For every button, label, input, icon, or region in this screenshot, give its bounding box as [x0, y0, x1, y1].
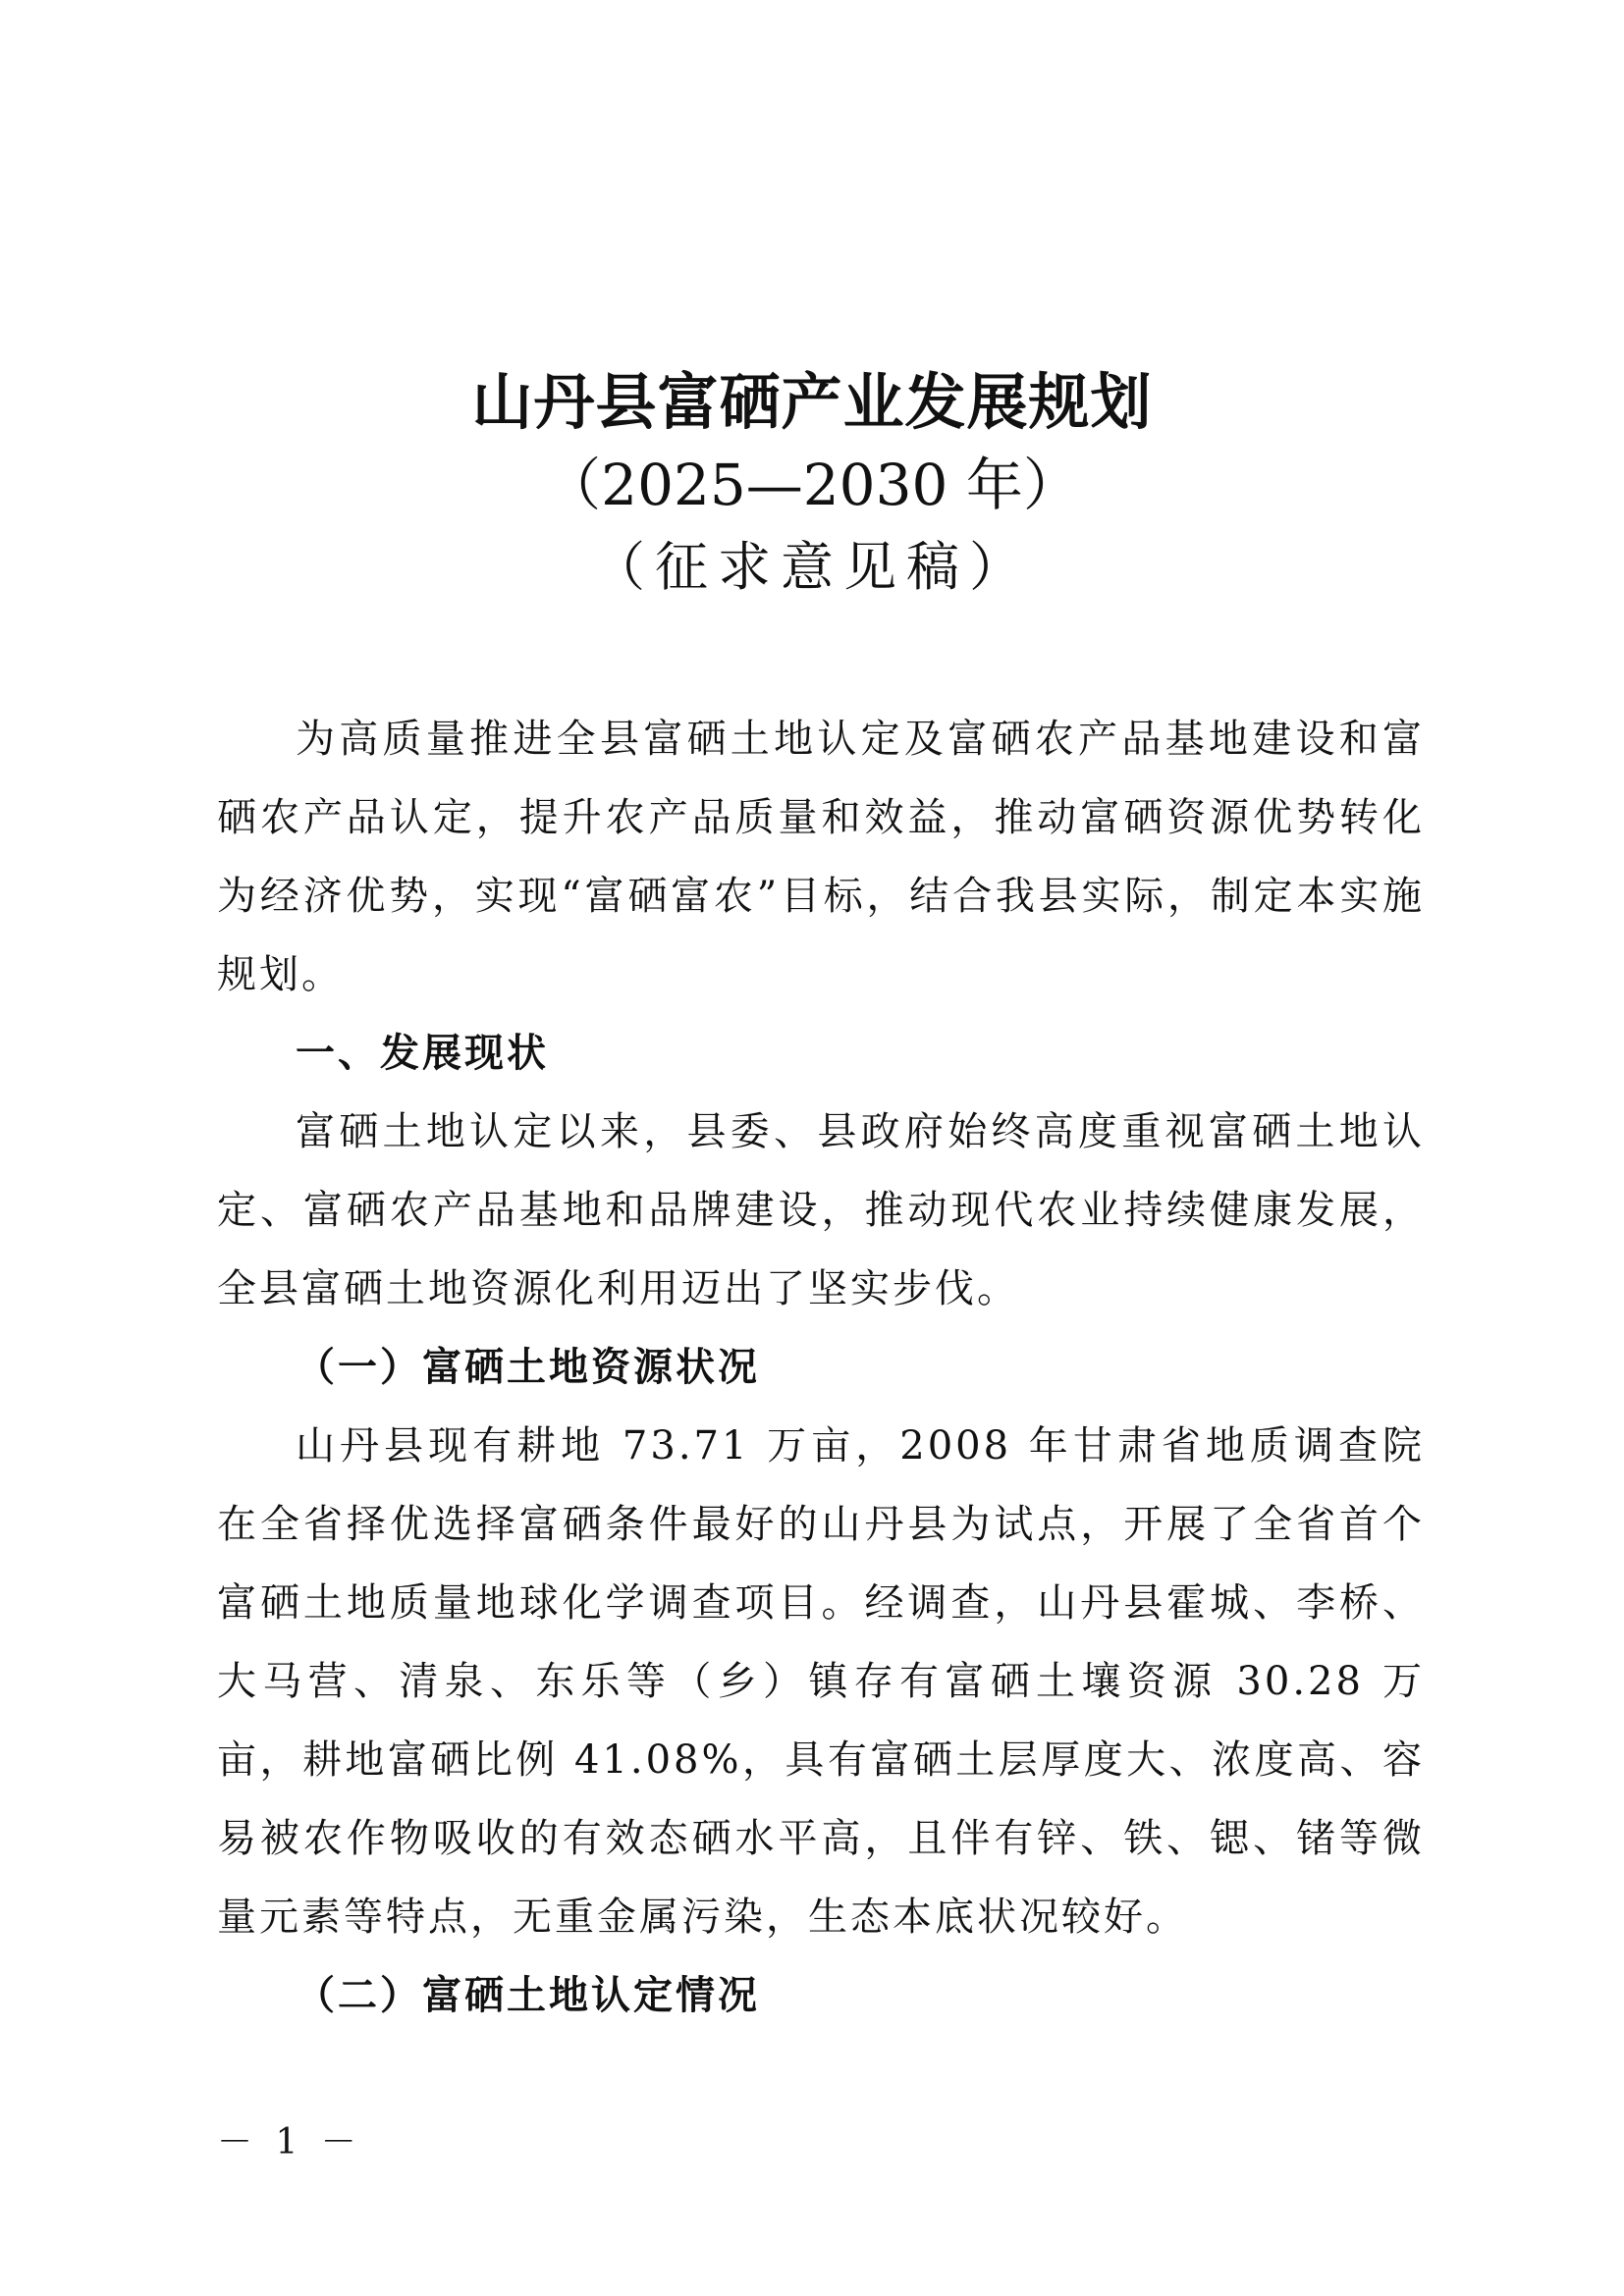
document-status: （征求意见稿） — [592, 536, 1032, 598]
document-years: （2025—2030 年） — [544, 452, 1080, 518]
document-body — [217, 700, 1425, 2035]
section-heading-development-status: 一、发展现状 — [296, 1031, 549, 1076]
intro-paragraph: 为高质量推进全县富硒土地认定及富硒农产品基地建设和富硒农产品认定，提升农产品质量和效益，推动富硒资源优势转化为经济优势，实现“富硒富农”目标，结合我县实际，制定本实施规划。 — [217, 717, 1425, 997]
document-title: 山丹县富硒产业发展规划 — [471, 366, 1153, 438]
subsection-paragraph-selenium-resources: 山丹县现有耕地 73.71 万亩，2008 年甘肃省地质调查院在全省择优选择富硒条件最好的山丹县为试点，开展了全省首个富硒土地质量地球化学调查项目。经调查，山丹县霍城、李桥、大马营、清泉、东乐等（乡）镇存有富硒土壤资源 30.28 万亩，耕地富硒比例 41.08%，具有富硒土层厚度大、浓度高、容易被农作物吸收的有效态硒水平高，且伴有锌、铁、锶、锗等微量元素等特点，无重金属污染，生态本底状况较好。 — [217, 1423, 1425, 1940]
title-block — [0, 361, 1624, 609]
subsection-heading-land-certification: （二）富硒土地认定情况 — [296, 1972, 760, 2018]
page-number: － 1 － — [217, 2122, 362, 2163]
subsection-heading-selenium-resources: （一）富硒土地资源状况 — [296, 1344, 760, 1390]
section-paragraph-development-status: 富硒土地认定以来，县委、县政府始终高度重视富硒土地认定、富硒农产品基地和品牌建设，推动现代农业持续健康发展，全县富硒土地资源化利用迈出了坚实步伐。 — [217, 1109, 1425, 1311]
